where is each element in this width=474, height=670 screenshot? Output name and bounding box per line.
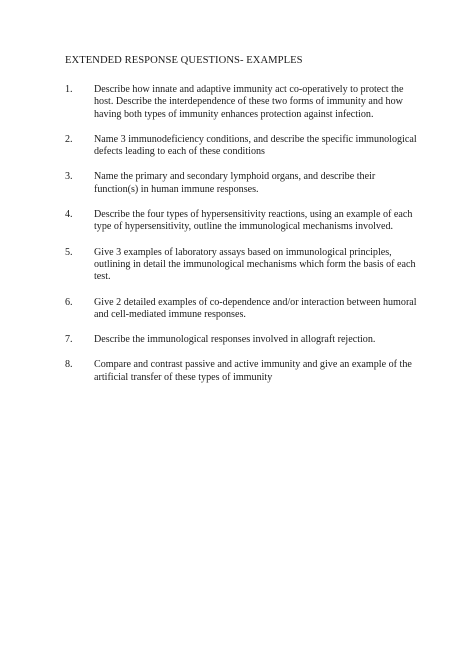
question-text-line: function(s) in human immune responses. xyxy=(94,183,259,195)
question-text-line: Name the primary and secondary lymphoid organs, and describe their xyxy=(94,171,376,183)
question-number: 4. xyxy=(65,209,73,221)
question-number: 3. xyxy=(65,171,73,183)
question-item xyxy=(65,334,415,346)
question-text xyxy=(94,84,415,121)
question-item xyxy=(65,134,415,159)
question-text-line: test. xyxy=(94,271,111,283)
question-item xyxy=(65,84,415,121)
question-text-line: Compare and contrast passive and active immunity and give an example of the xyxy=(94,359,412,371)
question-text xyxy=(94,209,415,234)
question-text-line: defects leading to each of these conditions xyxy=(94,146,265,158)
question-text xyxy=(94,334,415,346)
question-text-line: type of hypersensitivity, outline the immunological mechanisms involved. xyxy=(94,221,394,233)
question-item xyxy=(65,297,415,322)
question-text-line: Name 3 immunodeficiency conditions, and describe the specific immunological xyxy=(94,133,417,145)
question-item xyxy=(65,247,415,284)
question-number: 7. xyxy=(65,334,73,346)
question-item xyxy=(65,209,415,234)
question-text xyxy=(94,134,415,159)
question-text-line: Describe the four types of hypersensitivity reactions, using an example of each xyxy=(94,209,413,221)
question-list xyxy=(65,84,415,397)
document-title: EXTENDED RESPONSE QUESTIONS- EXAMPLES xyxy=(65,55,303,66)
question-text-line: outlining in detail the immunological mechanisms which form the basis of each xyxy=(94,258,416,270)
question-text-line: Give 3 examples of laboratory assays based on immunological principles, xyxy=(94,246,392,258)
question-text-line: Give 2 detailed examples of co-dependence and/or interaction between humoral xyxy=(94,296,417,308)
question-number: 2. xyxy=(65,133,73,145)
question-item xyxy=(65,359,415,384)
question-text-line: host. Describe the interdependence of these two forms of immunity and how xyxy=(94,96,403,108)
question-text-line: Describe the immunological responses involved in allograft rejection. xyxy=(94,334,376,346)
question-text-line: and cell-mediated immune responses. xyxy=(94,308,246,320)
question-text-line: artificial transfer of these types of immunity xyxy=(94,371,273,383)
question-text xyxy=(94,247,415,284)
question-text-line: Describe how innate and adaptive immunity act co-operatively to protect the xyxy=(94,84,404,95)
question-number: 8. xyxy=(65,359,73,371)
question-text xyxy=(94,171,415,196)
question-text xyxy=(94,297,415,322)
question-number: 1. xyxy=(65,84,73,95)
question-item xyxy=(65,171,415,196)
question-number: 6. xyxy=(65,296,73,308)
question-number: 5. xyxy=(65,246,73,258)
question-text-line: having both types of immunity enhances protection against infection. xyxy=(94,108,374,120)
question-text xyxy=(94,359,415,384)
